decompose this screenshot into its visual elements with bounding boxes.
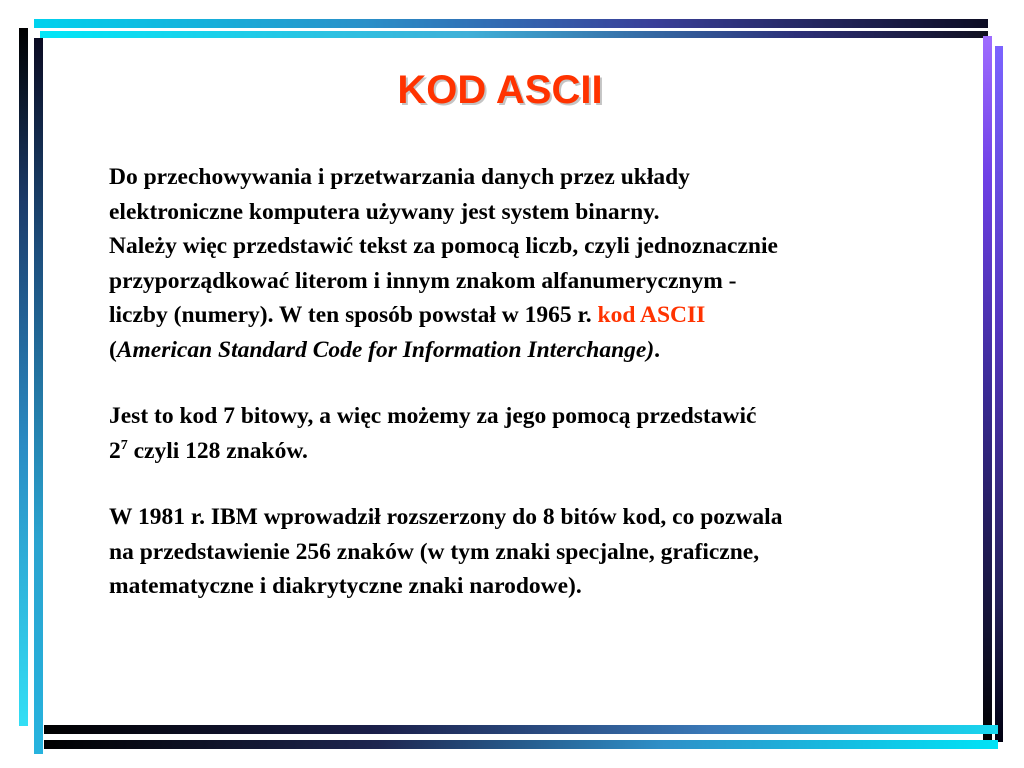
power-base: 2	[109, 437, 121, 464]
top-border-bar-inner	[40, 31, 988, 38]
left-border-bar-outer	[19, 28, 28, 726]
ascii-full-name: American Standard Code for Information Interchange)	[116, 336, 655, 363]
paragraph3-line2: na przedstawienie 256 znaków (w tym znaki specjalne, graficzne,	[109, 538, 760, 565]
slide-content	[109, 160, 949, 604]
slide-title: KOD ASCII	[397, 68, 603, 112]
right-border-bar-inner	[983, 36, 992, 742]
left-border-bar-inner	[34, 38, 43, 754]
paragraph-binary-system	[109, 160, 949, 367]
ascii-highlight: kod ASCII	[597, 302, 706, 328]
top-border-bar-outer	[34, 19, 988, 28]
paragraph1-line2: elektroniczne komputera używany jest system binarny.	[109, 198, 660, 225]
paragraph3-line1: W 1981 r. IBM wprowadził rozszerzony do 8 bitów kod, co pozwala	[109, 504, 783, 530]
right-border-bar-outer	[995, 46, 1003, 742]
paragraph-ibm-extended	[109, 500, 949, 604]
paragraph1-line6-open: (	[109, 336, 117, 363]
paragraph1-line3: Należy więc przedstawić tekst za pomocą liczb, czyli jednoznacznie	[109, 233, 778, 259]
bottom-border-bar-outer	[44, 740, 998, 749]
paragraph1-line5: liczby (numery). W ten sposób powstał w 1965 r.	[109, 302, 598, 328]
paragraph1-line4: przyporządkować literom i innym znakom alfanumerycznym -	[109, 267, 737, 294]
paragraph3-line3: matematyczne i diakrytyczne znaki narodowe).	[109, 573, 582, 599]
paragraph-7-bit	[109, 399, 949, 468]
bottom-border-bar-inner	[44, 725, 998, 734]
paragraph2-line2: czyli 128 znaków.	[127, 437, 308, 464]
power-exponent: 7	[120, 437, 128, 453]
paragraph1-line1: Do przechowywania i przetwarzania danych przez układy	[109, 164, 690, 190]
paragraph1-line6-close: .	[654, 336, 661, 363]
paragraph2-line1: Jest to kod 7 bitowy, a więc możemy za jego pomocą przedstawić	[109, 403, 757, 429]
